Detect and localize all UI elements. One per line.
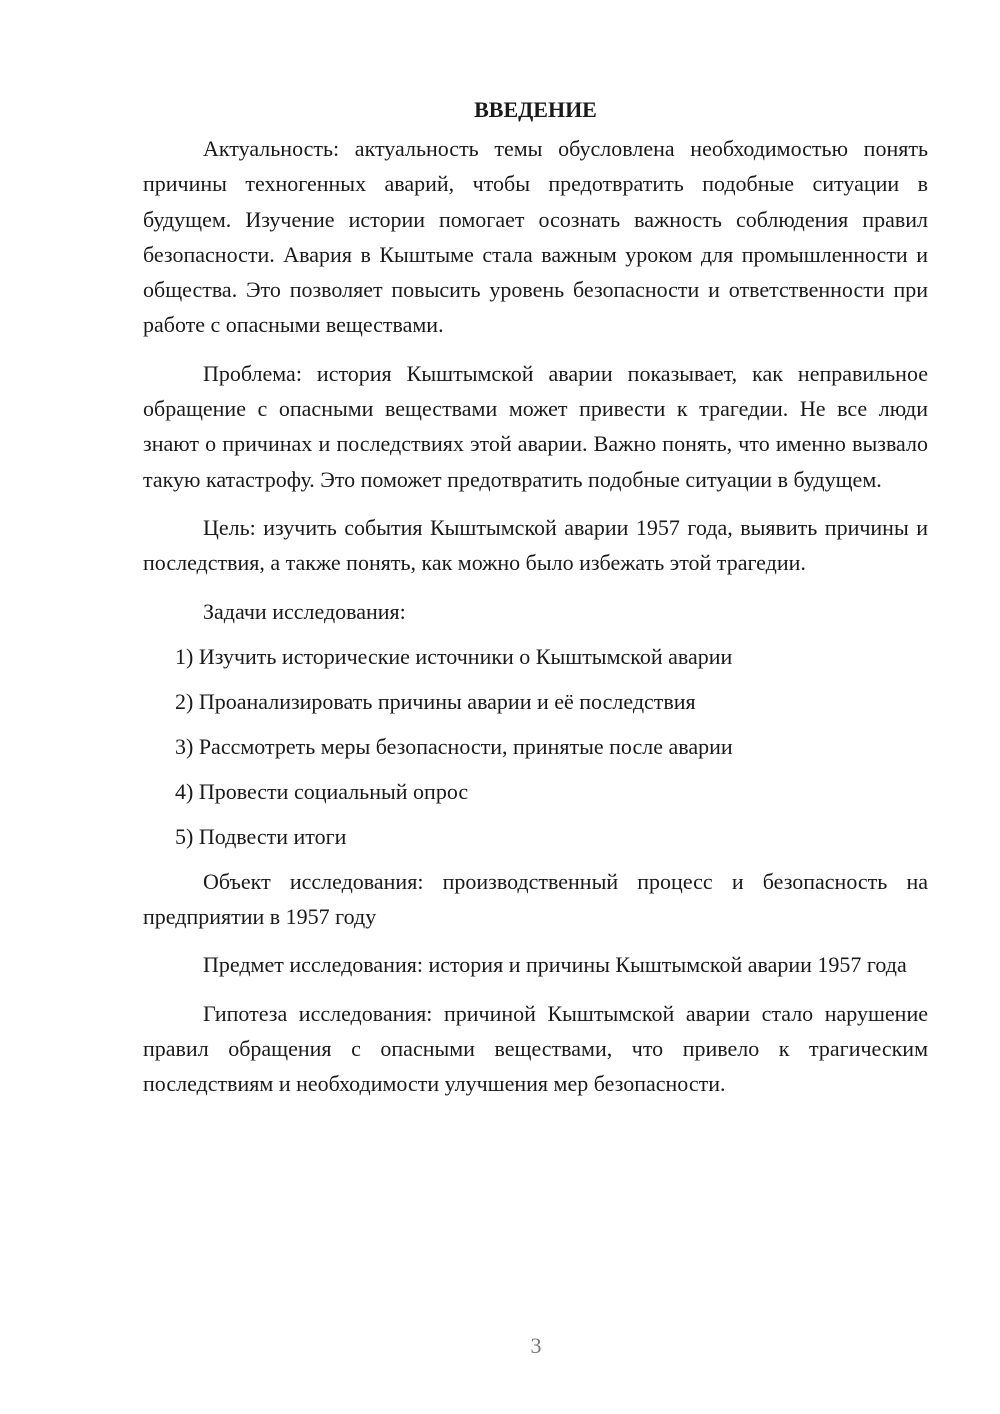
tasks-heading: Задачи исследования:: [203, 598, 406, 624]
relevance-paragraph: Актуальность: актуальность темы обусловлена необходимостью понять причины техногенных аварий, чтобы предотвратить подобные ситуации в будущем. Изучение истории помогает осознать важность соблюдения правил безопасности. Авария в Кыштыме стала важным уроком для промышленности и общества. Это позволяет повысить уровень безопасности и ответственности при работе с опасными веществами.: [143, 136, 928, 338]
list-item: 3) Рассмотреть меры безопасности, принятые после аварии: [175, 733, 733, 759]
list-item: 4) Провести социальный опрос: [175, 778, 469, 804]
hypothesis-paragraph: Гипотеза исследования: причиной Кыштымской аварии стало нарушение правил обращения с опасными веществами, что привело к трагическим последствиям и необходимости улучшения мер безопасности.: [143, 1000, 928, 1097]
page-number: 3: [530, 1333, 542, 1358]
goal-paragraph: Цель: изучить события Кыштымской аварии 1957 года, выявить причины и последствия, а также понять, как можно было избежать этой трагедии.: [143, 514, 928, 576]
list-item: 5) Подвести итоги: [175, 823, 347, 849]
problem-paragraph: Проблема: история Кыштымской аварии показывает, как неправильное обращение с опасными веществами может привести к трагедии. Не все люди знают о причинах и последствиях этой аварии. Важно понять, что именно вызвало такую катастрофу. Это поможет предотвратить подобные ситуации в будущем.: [143, 360, 928, 492]
tasks-list: [143, 639, 928, 854]
page-title: ВВЕДЕНИЕ: [474, 97, 597, 122]
list-item: 1) Изучить исторические источники о Кыштымской аварии: [175, 643, 733, 669]
document-page: [143, 92, 928, 1115]
subject-paragraph: Предмет исследования: история и причины Кыштымской аварии 1957 года: [203, 952, 907, 978]
object-paragraph: Объект исследования: производственный процесс и безопасность на предприятии в 1957 году: [143, 868, 928, 930]
list-item: 2) Проанализировать причины аварии и её последствия: [175, 688, 696, 714]
